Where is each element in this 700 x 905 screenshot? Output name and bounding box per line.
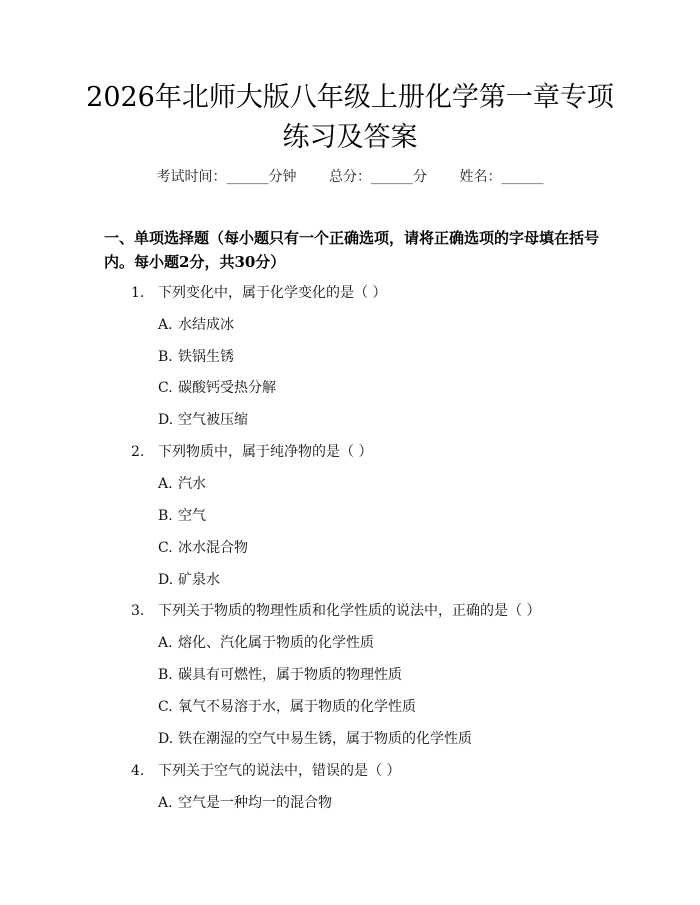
question-3-option-b [158, 664, 402, 684]
option-text: 空气被压缩 [178, 412, 248, 428]
option-text: 空气 [178, 508, 206, 524]
question-2 [131, 441, 372, 461]
option-letter: D. [158, 572, 174, 588]
question-2-option-c [158, 537, 248, 557]
question-3-option-c [158, 696, 416, 716]
option-letter: A. [158, 635, 173, 651]
exam-time-field: 考试时间：______分钟 [156, 169, 297, 185]
total-score-field: 总分：______分 [329, 169, 427, 185]
option-letter: B. [158, 508, 173, 524]
option-text: 汽水 [178, 476, 206, 492]
option-text: 水结成冰 [178, 317, 234, 333]
option-text: 铁锅生锈 [178, 349, 234, 365]
option-text: 空气是一种均一的混合物 [178, 795, 332, 811]
option-text: 碳具有可燃性，属于物质的物理性质 [178, 667, 402, 683]
question-3 [131, 600, 540, 620]
exam-info [0, 166, 700, 186]
option-text: 冰水混合物 [178, 540, 248, 556]
option-letter: D. [158, 412, 174, 428]
option-text: 碳酸钙受热分解 [178, 380, 276, 396]
student-name-field: 姓名：______ [459, 169, 544, 185]
option-letter: A. [158, 476, 173, 492]
option-letter: C. [158, 540, 173, 556]
question-text: 下列关于空气的说法中，错误的是（ ） [158, 763, 401, 779]
option-text: 熔化、汽化属于物质的化学性质 [178, 635, 374, 651]
question-number: 2. [131, 444, 145, 460]
option-letter: B. [158, 349, 173, 365]
question-1-option-a [158, 314, 234, 334]
question-4-option-a [158, 792, 332, 812]
question-text: 下列物质中，属于纯净物的是（ ） [158, 444, 373, 460]
question-number: 4. [131, 763, 145, 779]
question-3-option-d [158, 728, 472, 748]
option-letter: D. [158, 731, 174, 747]
option-letter: A. [158, 795, 173, 811]
question-4 [131, 760, 400, 780]
question-2-option-a [158, 473, 206, 493]
document-title-line-1: 2026年北师大版八年级上册化学第一章专项 [86, 82, 614, 113]
question-1-option-d [158, 409, 248, 429]
option-letter: C. [158, 380, 173, 396]
question-3-option-a [158, 632, 374, 652]
question-number: 3. [131, 603, 145, 619]
option-text: 氧气不易溶于水，属于物质的化学性质 [178, 699, 416, 715]
question-2-option-b [158, 505, 206, 525]
document-title-line-2: 练习及答案 [282, 122, 418, 153]
question-1-option-b [158, 346, 234, 366]
option-letter: C. [158, 699, 173, 715]
question-number: 1. [131, 285, 145, 301]
question-1-option-c [158, 377, 276, 397]
question-2-option-d [158, 569, 220, 589]
option-letter: A. [158, 317, 173, 333]
option-text: 铁在潮湿的空气中易生锈，属于物质的化学性质 [178, 731, 472, 747]
option-text: 矿泉水 [178, 572, 220, 588]
section-heading: 一、单项选择题（每小题只有一个正确选项，请将正确选项的字母填在括号内。每小题2分，共30分） [104, 229, 600, 271]
option-letter: B. [158, 667, 173, 683]
question-text: 下列变化中，属于化学变化的是（ ） [158, 285, 387, 301]
question-text: 下列关于物质的物理性质和化学性质的说法中，正确的是（ ） [158, 603, 541, 619]
question-1 [131, 282, 386, 302]
